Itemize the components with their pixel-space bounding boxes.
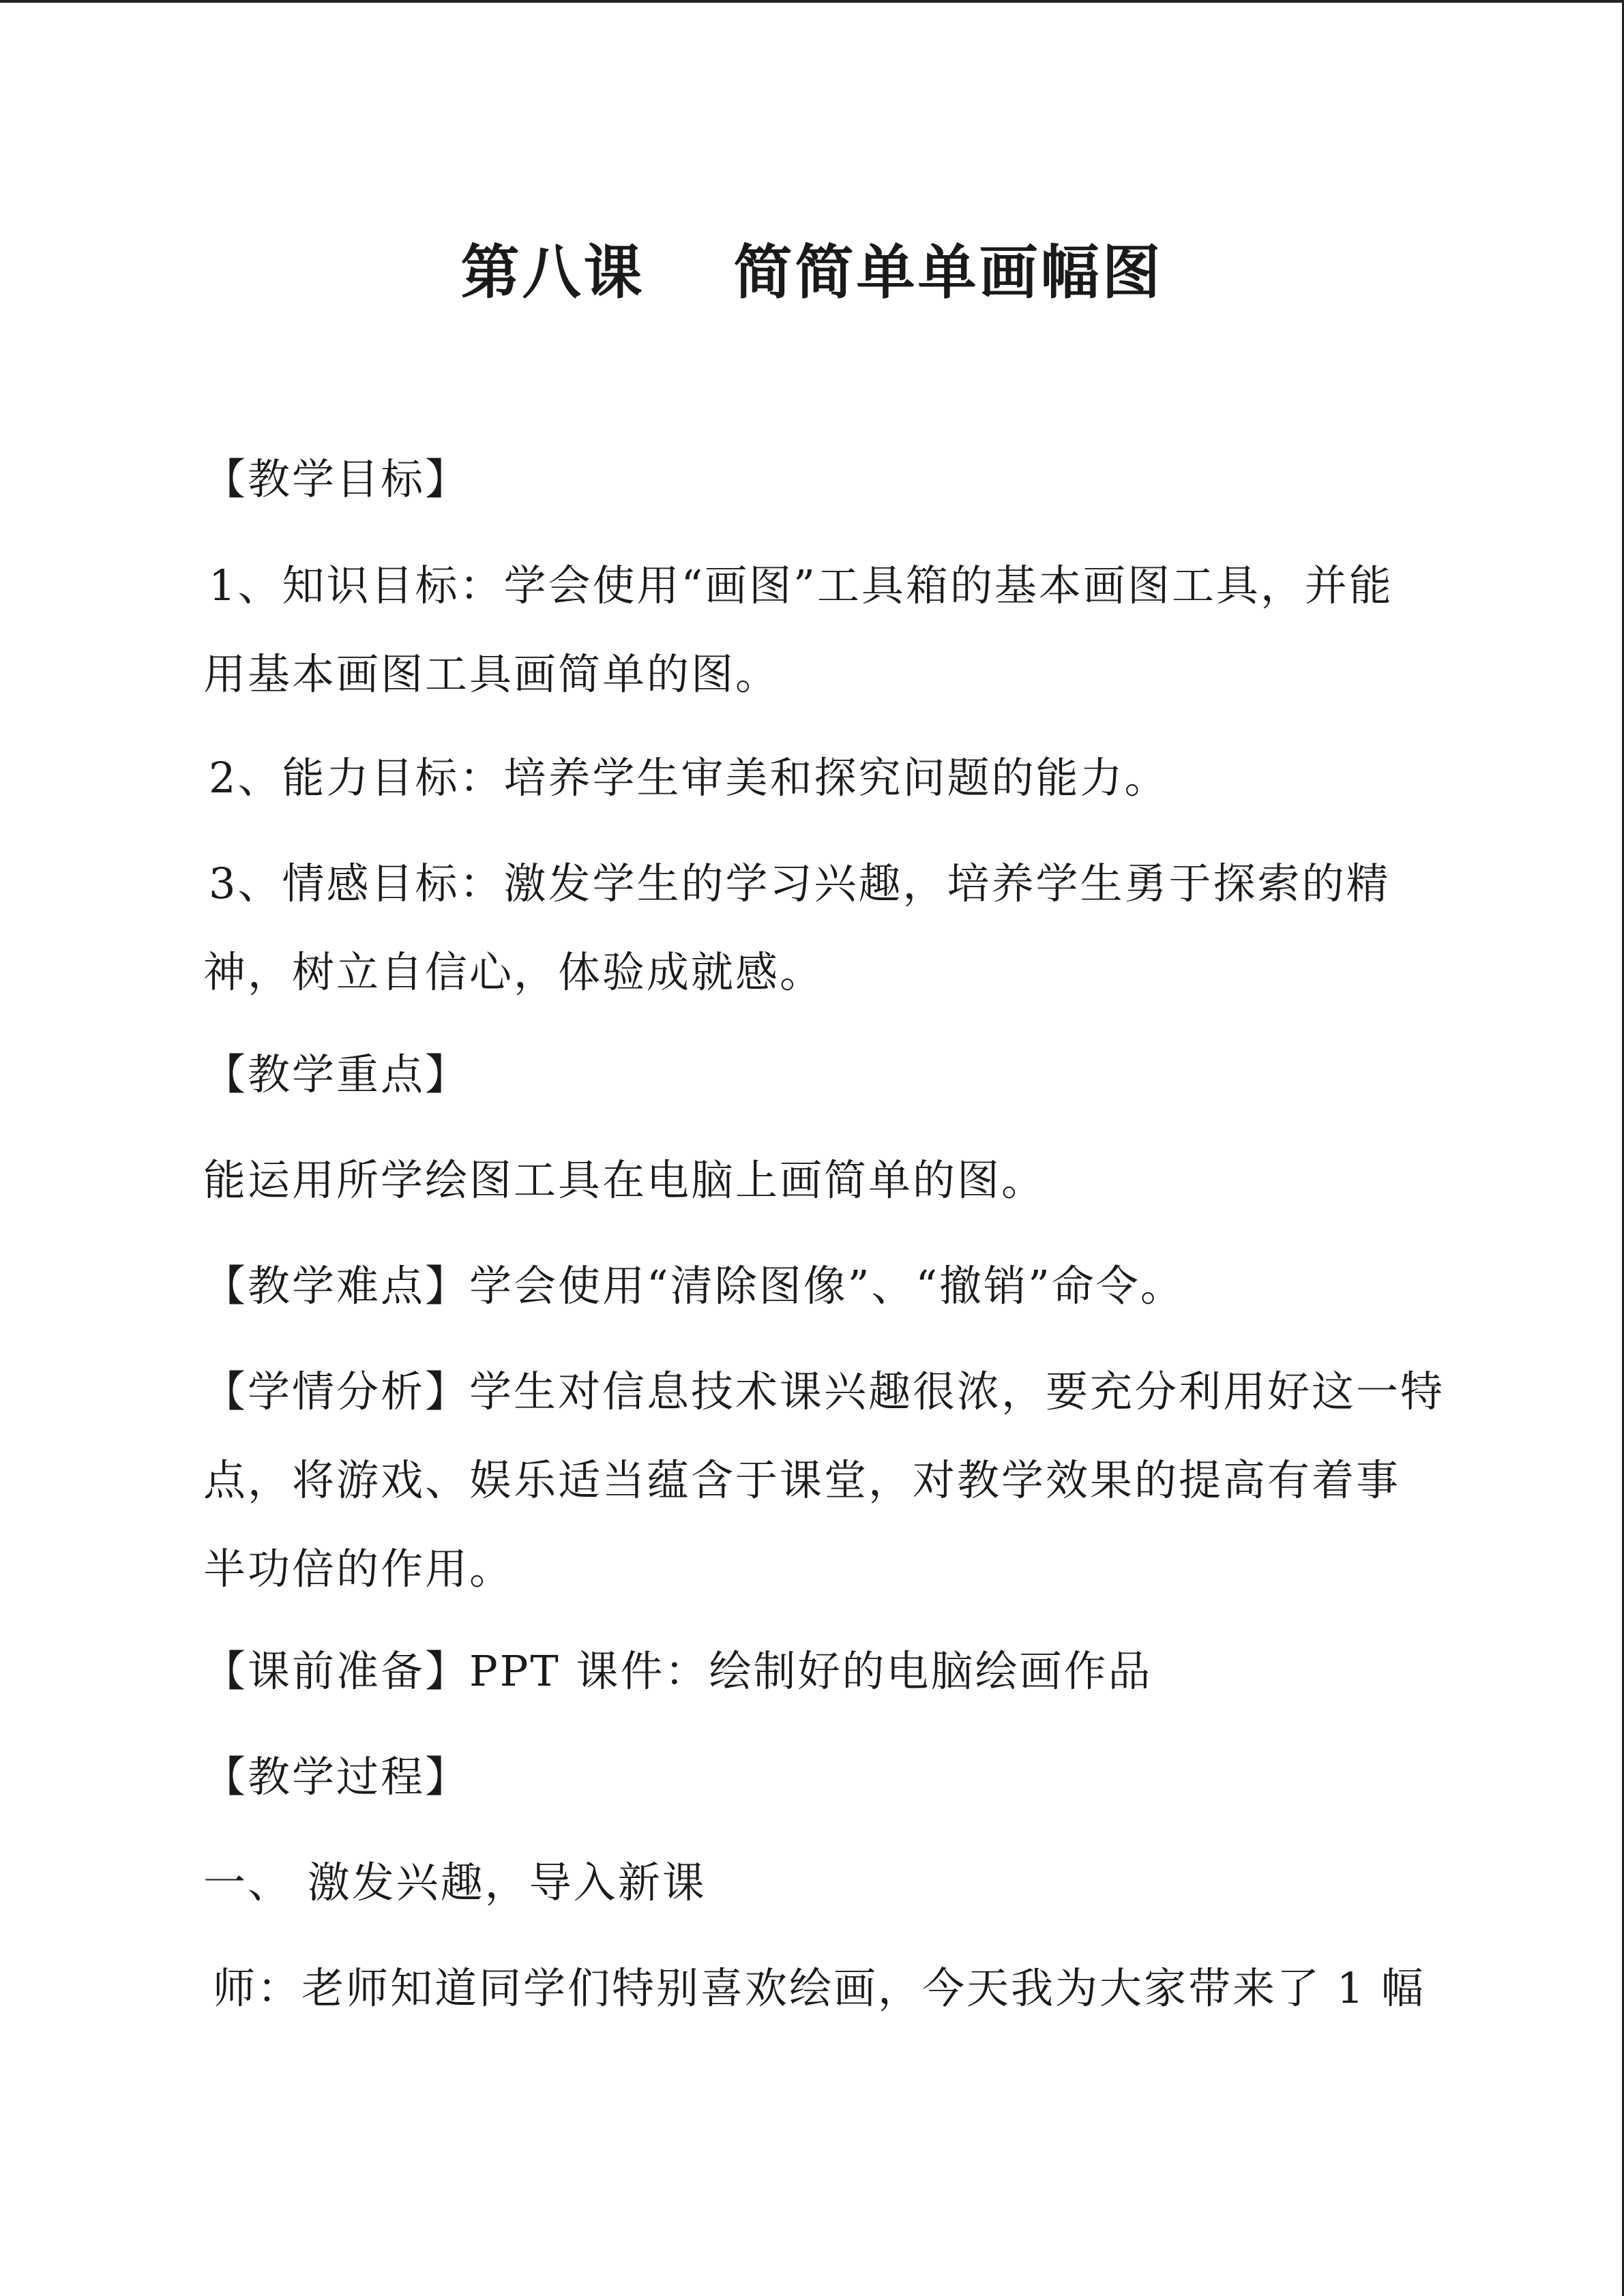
goal-ability: 2、能力目标：培养学生审美和探究问题的能力。	[209, 753, 1169, 803]
analysis-text-cont-1: 点，将游戏、娱乐适当蕴含于课堂，对教学效果的提高有着事	[203, 1455, 1401, 1505]
analysis-text: 【学情分析】学生对信息技术课兴趣很浓，要充分利用好这一特	[203, 1367, 1445, 1416]
lesson-number: 第八课	[460, 239, 645, 307]
heading-teaching-process: 【教学过程】	[203, 1752, 470, 1802]
difficulties-text: 【教学难点】学会使用“清除图像”、“撤销”命令。	[203, 1261, 1185, 1311]
top-border-line	[0, 0, 1624, 3]
teacher-dialogue: 师：老师知道同学们特别喜欢绘画，今天我为大家带来了 1 幅	[213, 1963, 1426, 2013]
page-title	[0, 225, 1624, 310]
goal-knowledge-cont: 用基本画图工具画简单的图。	[203, 649, 780, 699]
analysis-text-cont-2: 半功倍的作用。	[203, 1544, 514, 1594]
lesson-name: 简简单单画幅图	[733, 239, 1164, 307]
goal-emotion: 3、情感目标：激发学生的学习兴趣，培养学生勇于探索的精	[209, 859, 1391, 908]
heading-key-points: 【教学重点】	[203, 1049, 470, 1099]
section-one-heading: 一、 激发兴趣，导入新课	[203, 1858, 707, 1907]
key-points-text: 能运用所学绘图工具在电脑上画简单的图。	[203, 1155, 1046, 1205]
goal-knowledge: 1、知识目标：学会使用“画图”工具箱的基本画图工具，并能	[209, 561, 1393, 610]
heading-teaching-goals: 【教学目标】	[203, 454, 470, 504]
goal-emotion-cont: 神，树立自信心，体验成就感。	[203, 947, 825, 997]
preparation-text: 【课前准备】PPT 课件：绘制好的电脑绘画作品	[203, 1646, 1153, 1696]
